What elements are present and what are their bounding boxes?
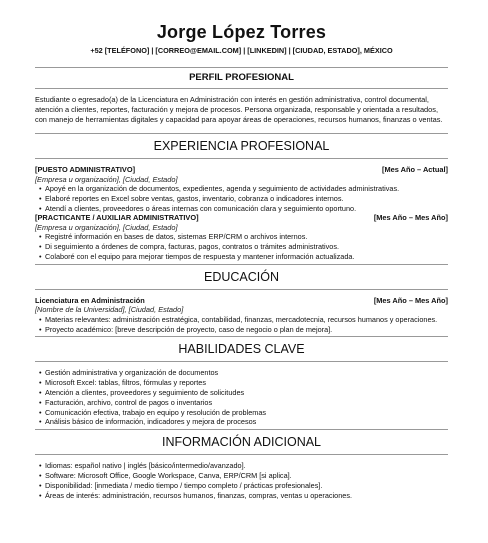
divider xyxy=(35,264,448,265)
list-item xyxy=(39,314,448,325)
list-item xyxy=(39,378,448,388)
contact-line: +52 [TELÉFONO] | [CORREO@EMAIL.COM] | [LINKEDIN] | [CIUDAD, ESTADO], MÉXICO xyxy=(90,46,393,55)
job-title: [PRACTICANTE / AUXILIAR ADMINISTRATIVO] xyxy=(35,213,199,223)
bullet-text: Microsoft Excel: tablas, filtros, fórmulas y reportes xyxy=(45,378,206,388)
education-entry xyxy=(35,296,448,335)
divider xyxy=(35,336,448,337)
experience-entry xyxy=(35,213,448,261)
profile-text: Estudiante o egresado(a) de la Licenciatura en Administración con interés en gestión administrativa, control documental, atención a clientes, reportes, facturación y mejora de procesos. Persona organizada, responsable y orientada a resultados, con manejo de herramientas digitales y capacidad para apoyar áreas de operaciones, recursos humanos, finanzas o ventas. xyxy=(35,95,443,124)
profile-heading: PERFIL PROFESIONAL xyxy=(189,72,294,83)
entry-header xyxy=(35,213,448,223)
bullet-icon: • xyxy=(39,242,42,252)
job-organization: [Empresa u organización], [Ciudad, Estado] xyxy=(35,222,178,232)
job-dates: [Mes Año – Actual] xyxy=(382,165,448,174)
bullet-text: Colaboré con el equipo para mejorar tiempos de respuesta y mantener información actualizada. xyxy=(45,251,355,261)
bullet-icon: • xyxy=(39,480,42,490)
divider xyxy=(35,429,448,430)
skills-section xyxy=(35,368,448,427)
bullet-icon: • xyxy=(39,461,42,471)
resume-name: Jorge López Torres xyxy=(156,22,327,42)
bullet-text: Áreas de interés: administración, recursos humanos, finanzas, compras, ventas u operaciones. xyxy=(45,490,353,500)
job-bullets xyxy=(35,184,448,213)
skills-heading: HABILIDADES CLAVE xyxy=(178,342,305,357)
education-heading: EDUCACIÓN xyxy=(203,269,279,284)
divider xyxy=(35,67,448,68)
bullet-text: Software: Microsoft Office, Google Workspace, Canva, ERP/CRM [si aplica]. xyxy=(45,470,292,480)
bullet-icon: • xyxy=(39,251,42,261)
job-title: [PUESTO ADMINISTRATIVO] xyxy=(35,165,136,174)
experience-entry xyxy=(35,165,448,213)
bullet-text: Materias relevantes: administración estratégica, contabilidad, finanzas, mercadotecnia, recursos humanos y operaciones. xyxy=(45,314,438,324)
bullet-icon: • xyxy=(39,314,42,324)
bullet-text: Elaboré reportes en Excel sobre ventas, gastos, inventario, cobranza o indicadores internos. xyxy=(45,193,344,203)
bullet-text: Atendí a clientes, proveedores o áreas internas con comunicación clara y seguimiento oportuno. xyxy=(45,203,357,213)
list-item xyxy=(39,242,448,252)
entry-header xyxy=(35,296,448,306)
bullet-text: Idiomas: español nativo | inglés [básico/intermedio/avanzado]. xyxy=(45,461,246,471)
list-item xyxy=(39,461,448,471)
divider xyxy=(35,133,448,134)
bullet-icon: • xyxy=(39,232,42,242)
bullet-text: Registré información en bases de datos, sistemas ERP/CRM o archivos internos. xyxy=(45,232,308,242)
list-item xyxy=(39,407,448,418)
bullet-icon: • xyxy=(39,407,42,417)
experience-heading: EXPERIENCIA PROFESIONAL xyxy=(153,139,330,153)
list-item xyxy=(39,251,448,262)
list-item xyxy=(39,203,448,214)
bullet-icon: • xyxy=(39,490,42,500)
additional-section xyxy=(35,461,448,500)
additional-bullets xyxy=(35,461,448,500)
job-bullets xyxy=(35,232,448,261)
list-item xyxy=(39,193,448,204)
divider xyxy=(35,361,448,362)
bullet-icon: • xyxy=(39,417,42,427)
list-item xyxy=(39,368,448,378)
school-name: [Nombre de la Universidad], [Ciudad, Estado] xyxy=(35,305,184,315)
list-item xyxy=(39,480,448,491)
bullet-text: Facturación, archivo, control de pagos o inventarios xyxy=(45,397,213,407)
skills-bullets xyxy=(35,368,448,427)
list-item xyxy=(39,417,448,427)
bullet-text: Gestión administrativa y organización de documentos xyxy=(45,368,219,378)
bullet-text: Proyecto académico: [breve descripción de proyecto, caso de negocio o plan de mejora]. xyxy=(45,324,333,334)
bullet-icon: • xyxy=(39,397,42,407)
list-item xyxy=(39,232,448,242)
bullet-text: Apoyé en la organización de documentos, expedientes, agenda y seguimiento de actividades administrativas. xyxy=(45,184,400,193)
degree-dates: [Mes Año – Mes Año] xyxy=(373,295,448,305)
divider xyxy=(35,454,448,455)
list-item xyxy=(39,470,448,481)
bullet-icon: • xyxy=(39,203,42,213)
divider xyxy=(35,158,448,159)
job-dates: [Mes Año – Mes Año] xyxy=(373,213,448,223)
bullet-text: Comunicación efectiva, trabajo en equipo y resolución de problemas xyxy=(45,407,267,417)
list-item xyxy=(39,387,448,398)
bullet-icon: • xyxy=(39,378,42,388)
bullet-icon: • xyxy=(39,470,42,480)
bullet-icon: • xyxy=(39,184,42,193)
job-organization: [Empresa u organización], [Ciudad, Estado] xyxy=(35,174,178,184)
education-bullets xyxy=(35,315,448,335)
bullet-icon: • xyxy=(39,193,42,203)
bullet-text: Disponibilidad: [inmediata / medio tiempo / tiempo completo / prácticas profesionales]. xyxy=(45,480,323,490)
list-item xyxy=(39,397,448,408)
bullet-text: Atención a clientes, proveedores y seguimiento de solicitudes xyxy=(45,387,245,397)
bullet-icon: • xyxy=(39,324,42,334)
list-item xyxy=(39,324,448,335)
degree-title: Licenciatura en Administración xyxy=(35,295,145,305)
list-item xyxy=(39,490,448,501)
bullet-icon: • xyxy=(39,368,42,378)
list-item xyxy=(39,184,448,194)
additional-heading: INFORMACIÓN ADICIONAL xyxy=(161,435,322,450)
bullet-text: Análisis básico de información, indicadores y mejora de procesos xyxy=(45,417,257,427)
divider xyxy=(35,88,448,89)
divider xyxy=(35,289,448,290)
entry-header xyxy=(35,165,448,175)
bullet-text: Di seguimiento a órdenes de compra, facturas, pagos, contratos o trámites administrativos. xyxy=(45,242,340,252)
bullet-icon: • xyxy=(39,387,42,397)
